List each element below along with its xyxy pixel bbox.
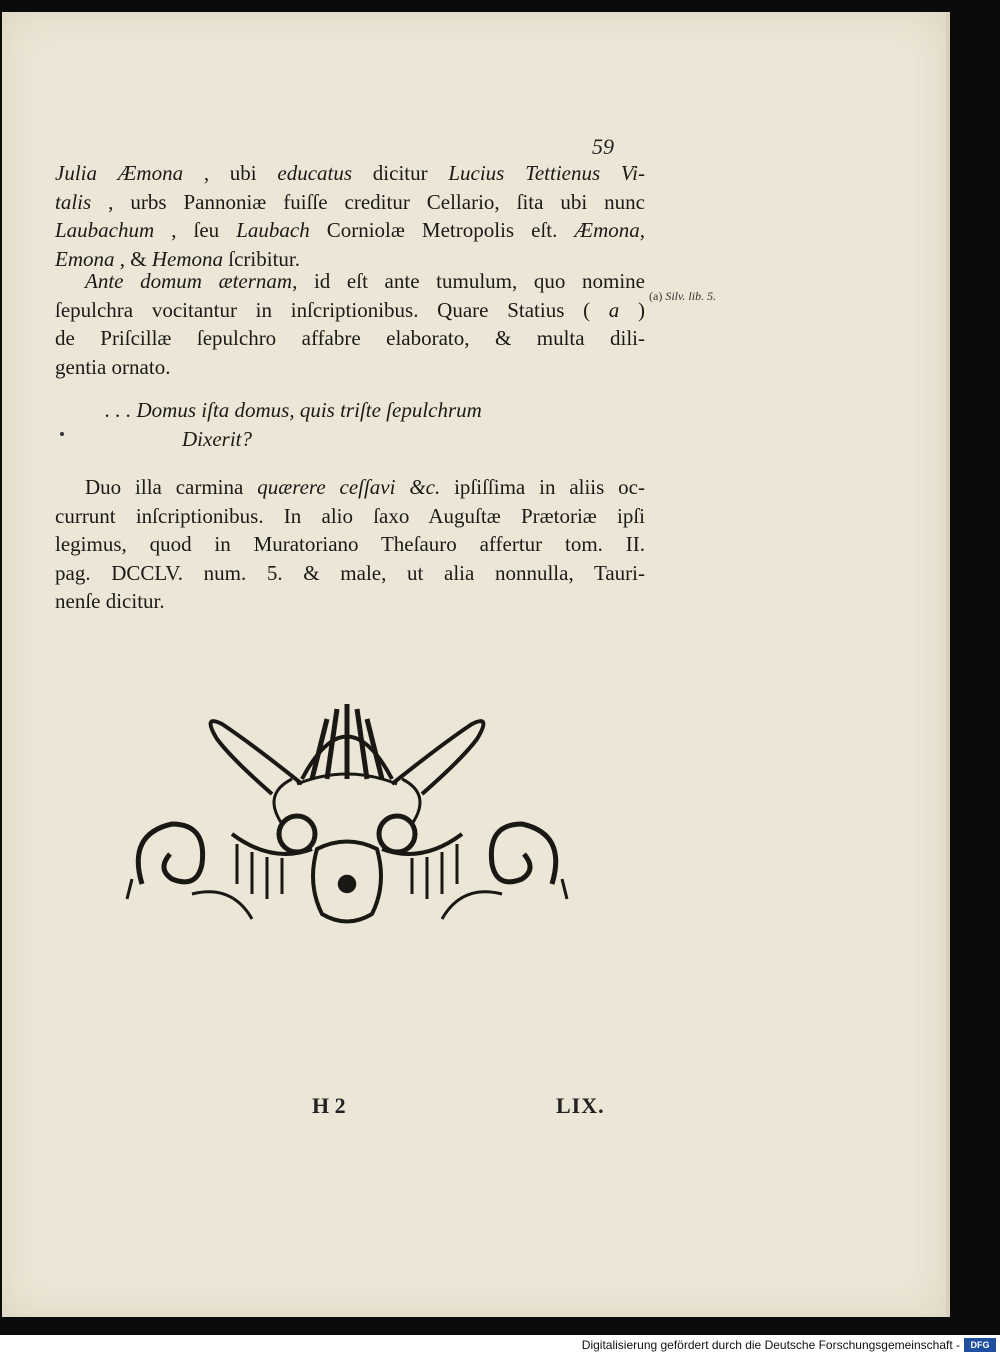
text-line: Duo illa carmina quærere ceſſavi &c. ipſiſſima in aliis oc-	[85, 475, 645, 499]
digitization-footer	[0, 1335, 1000, 1355]
page-number: 59	[592, 134, 614, 159]
text-line: de Priſcillæ ſepulchro affabre elaborato, & multa dili-	[55, 326, 645, 350]
signature-mark: H 2	[312, 1093, 346, 1118]
text-line: gentia ornato.	[55, 354, 171, 379]
verse-line: . . . Domus iſta domus, quis triſte ſepulchrum	[105, 398, 482, 422]
text-line: talis , urbs Pannoniæ fuiſſe creditur Cellario, ſita ubi nunc	[55, 189, 645, 214]
text-line: Laubachum , ſeu Laubach Corniolæ Metropolis eſt. Æmona,	[55, 218, 646, 242]
paragraph-2	[55, 267, 645, 381]
dfg-logo-icon: DFG	[964, 1338, 996, 1352]
ornament-vignette	[122, 684, 572, 964]
page-edge	[946, 12, 950, 1317]
verse-quote	[105, 396, 625, 453]
text-line: pag. DCCLV. num. 5. & male, ut alia nonnulla, Tauri-	[55, 560, 645, 585]
paragraph-3	[55, 473, 645, 616]
text-line: legimus, quod in Muratoriano Theſauro affertur tom. II.	[55, 532, 645, 556]
text-line: Ante domum æternam, id eſt ante tumulum, quo nomine	[85, 269, 645, 293]
paragraph-1	[55, 159, 645, 273]
text-line: ſepulchra vocitantur in inſcriptionibus. Quare Statius ( a )	[55, 297, 646, 322]
marginal-note: (a) Silv. lib. 5.	[649, 289, 717, 303]
text-line: Julia Æmona , ubi educatus dicitur Lucius Tettienus Vi-	[55, 161, 645, 185]
text-line: currunt inſcriptionibus. In alio ſaxo Auguſtæ Prætoriæ ipſi	[55, 503, 645, 528]
ink-speck	[60, 432, 64, 436]
verse-line: Dixerit?	[182, 426, 252, 451]
catchword: LIX.	[556, 1093, 605, 1118]
text-line: Emona , & Hemona ſcribitur.	[55, 246, 300, 271]
funding-credit: Digitalisierung gefördert durch die Deutsche Forschungsgemeinschaft -	[581, 1338, 960, 1352]
text-line: nenſe dicitur.	[55, 589, 165, 613]
